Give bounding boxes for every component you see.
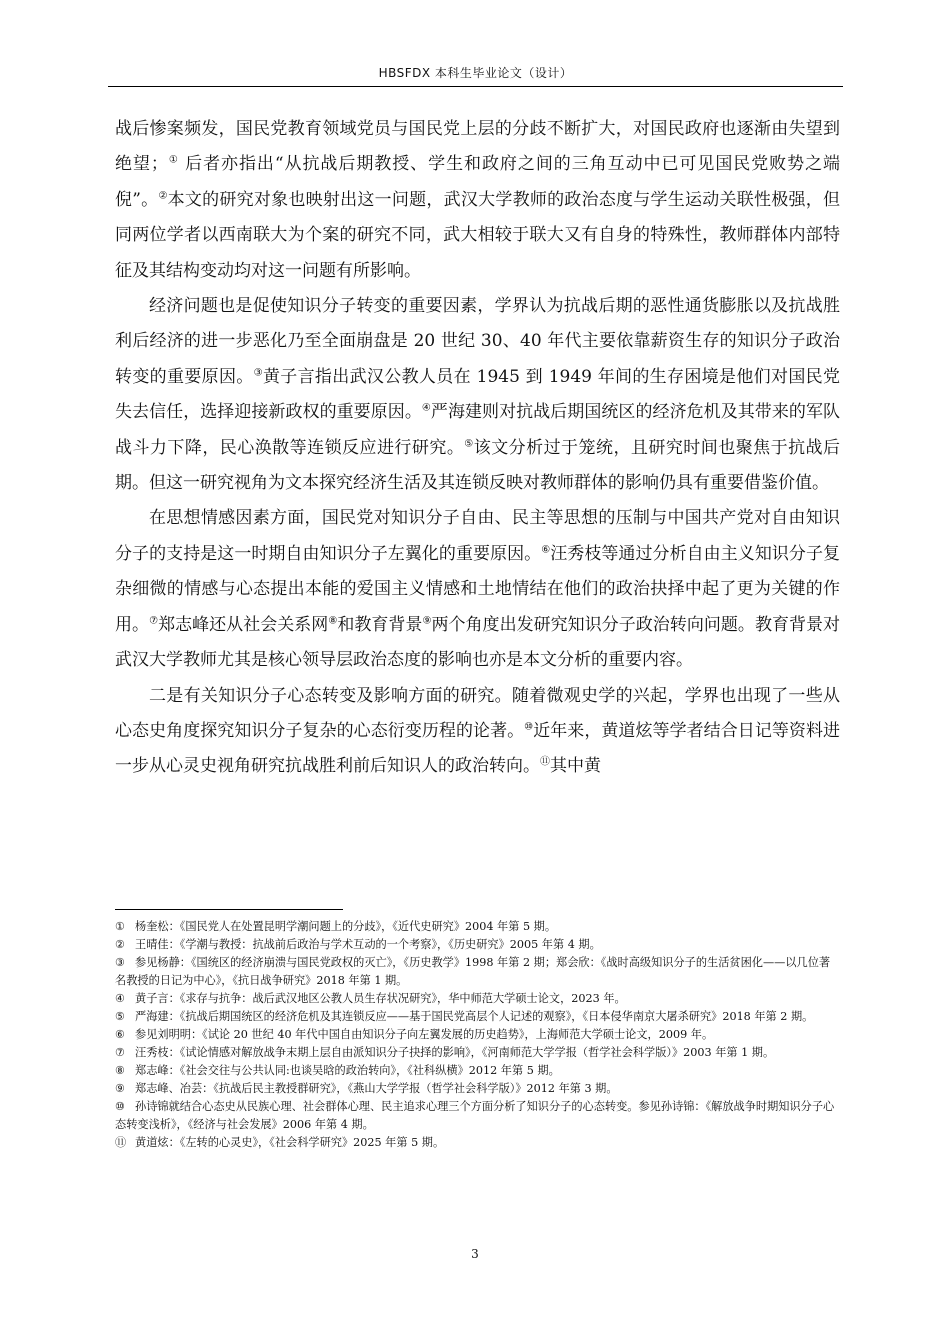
- footnote: [115, 1098, 840, 1134]
- footnote-reference: ⑩: [524, 721, 534, 733]
- footnote-mark: ⑪: [115, 1136, 127, 1149]
- text-run: 两个角度出发研究知识分子政治转向问题。教育背景对武汉大学教师尤其是核心领导层政治态度的影响也亦是本文分析的重要内容。: [115, 614, 841, 671]
- paragraph: [115, 679, 840, 785]
- footnote: [115, 1026, 840, 1044]
- footnote-reference: ③: [253, 367, 263, 379]
- footnote-text: 参见刘明明：《试论 20 世纪 40 年代中国自由知识分子向左翼发展的历史趋势》，上海师范大学硕士论文，2009 年。: [135, 1028, 714, 1041]
- footnote: [115, 936, 840, 954]
- footnote-text: 参见杨静：《国统区的经济崩溃与国民党政权的灭亡》，《历史教学》1998 年第 2 期；郑会欣：《战时高级知识分子的生活贫困化——以几位著名教授的日记为中心》，《抗日战争研究》2018 年第 1 期。: [115, 956, 831, 987]
- footnote-separator: [115, 909, 343, 910]
- footnote-reference: ①: [167, 154, 179, 166]
- text-run: 其中黄: [550, 756, 601, 777]
- footnote-text: 孙诗锦就结合心态史从民族心理、社会群体心理、民主追求心理三个方面分析了知识分子的心态转变。参见孙诗锦：《解放战争时期知识分子心态转变浅析》，《经济与社会发展》2006 年第 4 期。: [115, 1100, 835, 1131]
- footnote-mark: ①: [115, 920, 126, 933]
- footnote-mark: ⑥: [115, 1028, 126, 1041]
- footnote-mark: ⑩: [115, 1100, 126, 1113]
- body-text: [115, 112, 840, 785]
- footnote-mark: ⑤: [115, 1010, 126, 1023]
- footnotes: [115, 918, 840, 1152]
- footnote-text: 黄道炫：《左转的心灵史》，《社会科学研究》2025 年第 5 期。: [135, 1136, 445, 1149]
- footnote-reference: ⑦: [149, 615, 159, 627]
- page-number: 3: [471, 1247, 479, 1261]
- footnote: [115, 990, 840, 1008]
- running-header: HBSFDX 本科生毕业论文（设计）: [378, 66, 573, 80]
- footnote-reference: ⑧: [328, 615, 338, 627]
- footnote-text: 郑志峰：《社会交往与公共认同:也谈吴晗的政治转向》，《社科纵横》2012 年第 5 期。: [135, 1064, 560, 1077]
- text-run: 经济问题也是促使知识分子转变的重要因素，学界认为抗战后期的恶性通货膨胀以及抗战胜利后经济的进一步恶化乃至全面崩盘是 20 世纪 30、40 年代主要依靠薪资生存的知识分子政治转变的重要原因。: [115, 296, 840, 387]
- footnote-mark: ②: [115, 938, 126, 951]
- footnote-reference: ⑪: [540, 756, 550, 768]
- footnote-text: 汪秀枝：《试论情感对解放战争末期上层自由派知识分子抉择的影响》，《河南师范大学学报（哲学社会科学版）》2003 年第 1 期。: [135, 1046, 775, 1059]
- footnote-mark: ③: [115, 956, 126, 969]
- footnote: [115, 1080, 840, 1098]
- footnote: [115, 918, 840, 936]
- text-run: 在思想情感因素方面，国民党对知识分子自由、民主等思想的压制与中国共产党对自由知识分子的支持是这一时期自由知识分子左翼化的重要原因。: [115, 508, 840, 564]
- footnote-text: 杨奎松：《国民党人在处置昆明学潮问题上的分歧》，《近代史研究》2004 年第 5 期。: [135, 920, 557, 933]
- footnote: [115, 1008, 840, 1026]
- footnote: [115, 1134, 840, 1152]
- text-run: 黄子言指出武汉公教人员在 1945 到 1949 年间的生存困境是他们对国民党失去信任，选择迎接新政权的重要原因。: [115, 366, 840, 423]
- header-rule: [108, 86, 843, 87]
- text-run: 近年来，黄道炫等学者结合日记等资料进一步从心灵史视角研究抗战胜利前后知识人的政治转向。: [115, 720, 841, 777]
- footnote-mark: ⑧: [115, 1064, 126, 1077]
- footnote-text: 郑志峰、冶芸：《抗战后民主教授群研究》，《燕山大学学报（哲学社会科学版）》2012 年第 3 期。: [135, 1082, 618, 1095]
- text-run: 和教育背景: [337, 614, 423, 635]
- footnote-reference: ②: [158, 190, 168, 202]
- footnote-text: 王晴佳：《学潮与教授：抗战前后政治与学术互动的一个考察》，《历史研究》2005 年第 4 期。: [135, 938, 601, 951]
- text-run: 汪秀枝等通过分析自由主义知识分子复杂细微的情感与心态提出本能的爱国主义情感和土地情结在他们的政治抉择中起了更为关键的作用。: [115, 543, 841, 635]
- footnote-reference: ⑤: [464, 438, 474, 449]
- footnote-reference: ⑥: [541, 544, 551, 556]
- text-run: 本文的研究对象也映射出这一问题，武汉大学教师的政治态度与学生运动关联性极强，但同两位学者以西南联大为个案的研究不同，武大相较于联大又有自身的特殊性，教师群体内部特征及其结构变动均对这一问题有所影响。: [115, 189, 840, 281]
- footnote: [115, 1044, 840, 1062]
- footnote: [115, 1062, 840, 1080]
- text-run: 战后惨案频发，国民党教育领域党员与国民党上层的分歧不断扩大，对国民政府也逐渐由失望到绝望；: [115, 119, 840, 175]
- footnote-reference: ④: [421, 402, 431, 414]
- footnote-text: 黄子言：《求存与抗争：战后武汉地区公教人员生存状况研究》，华中师范大学硕士论文，2023 年。: [135, 992, 626, 1005]
- footnote-mark: ④: [115, 992, 126, 1005]
- footnote-mark: ⑨: [115, 1082, 126, 1095]
- paragraph: [115, 112, 840, 289]
- text-run: 二是有关知识分子心态转变及影响方面的研究。随着微观史学的兴起，学界也出现了一些从心态史角度探究知识分子复杂的心态衍变历程的论著。: [115, 685, 840, 741]
- footnote: [115, 954, 840, 990]
- text-run: 严海建则对抗战后期国统区的经济危机及其带来的军队战斗力下降，民心涣散等连锁反应进行研究。: [115, 402, 841, 458]
- paragraph: [115, 501, 840, 678]
- footnote-reference: ⑨: [422, 615, 432, 627]
- text-run: 后者亦指出“从抗战后期教授、学生和政府之间的三角互动中已可见国民党败势之端倪”。: [115, 154, 841, 210]
- footnote-text: 严海建：《抗战后期国统区的经济危机及其连锁反应——基于国民党高层个人记述的观察》，《日本侵华南京大屠杀研究》2018 年第 2 期。: [135, 1010, 814, 1023]
- paragraph: [115, 289, 840, 501]
- text-run: 郑志峰还从社会关系网: [158, 614, 329, 635]
- footnote-mark: ⑦: [115, 1046, 126, 1059]
- text-run: 该文分析过于笼统，且研究时间也聚焦于抗战后期。但这一研究视角为文本探究经济生活及其连锁反映对教师群体的影响仍具有重要借鉴价值。: [115, 437, 841, 494]
